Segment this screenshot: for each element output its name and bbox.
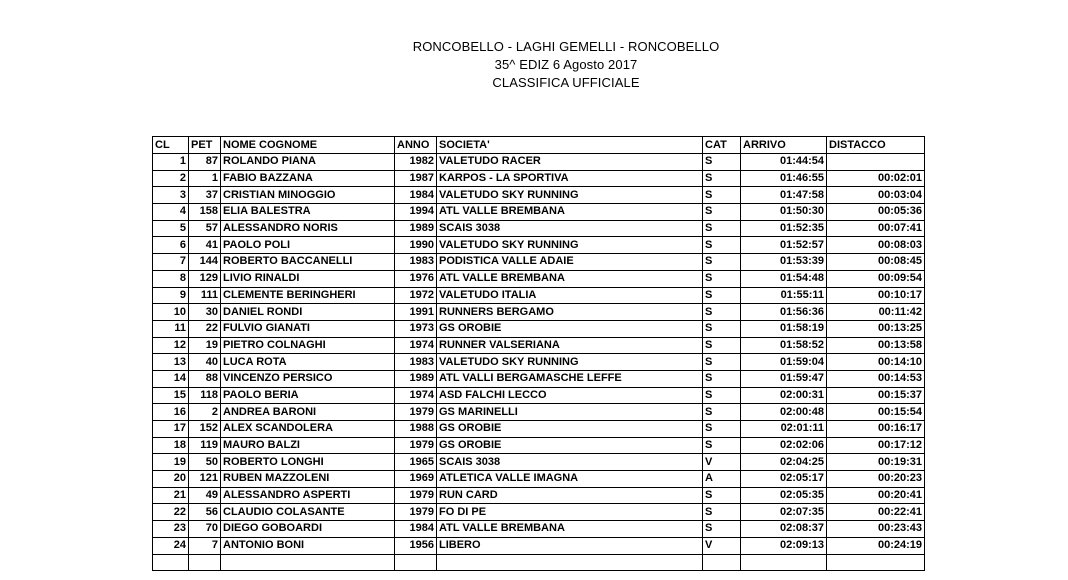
table-row — [153, 437, 925, 454]
cell-category: S — [703, 304, 741, 321]
cell-finish-time: 01:50:30 — [741, 204, 827, 221]
cell-finish-time: 01:58:19 — [741, 320, 827, 337]
cell-finish-time: 01:59:47 — [741, 370, 827, 387]
cell-club: RUNNERS BERGAMO — [437, 304, 703, 321]
cell-name: PIETRO COLNAGHI — [221, 337, 395, 354]
table-row — [153, 370, 925, 387]
cell-gap — [827, 154, 925, 171]
cell-club: VALETUDO SKY RUNNING — [437, 354, 703, 371]
cell-club: ATLETICA VALLE IMAGNA — [437, 471, 703, 488]
cell-bib: 7 — [189, 537, 221, 554]
table-row — [153, 254, 925, 271]
cell-position: 10 — [153, 304, 189, 321]
cell-category: S — [703, 521, 741, 538]
cell-gap: 00:17:12 — [827, 437, 925, 454]
cell-finish-time: 01:46:55 — [741, 170, 827, 187]
cell-category: V — [703, 537, 741, 554]
table-row — [153, 237, 925, 254]
cell-position: 20 — [153, 471, 189, 488]
cell-year: 1983 — [395, 254, 437, 271]
cell-name: CRISTIAN MINOGGIO — [221, 187, 395, 204]
cell-position: 6 — [153, 237, 189, 254]
cell-bib: 158 — [189, 204, 221, 221]
cell-bib: 119 — [189, 437, 221, 454]
cell-year: 1988 — [395, 421, 437, 438]
cell-finish-time: 01:56:36 — [741, 304, 827, 321]
results-body — [153, 154, 925, 571]
cell-position: 11 — [153, 320, 189, 337]
cell-club: VALETUDO RACER — [437, 154, 703, 171]
cell-year: 1979 — [395, 504, 437, 521]
column-header-distacco: DISTACCO — [827, 137, 925, 154]
table-row — [153, 287, 925, 304]
column-header-cat: CAT — [703, 137, 741, 154]
cell-category: S — [703, 220, 741, 237]
cell-club: ATL VALLE BREMBANA — [437, 521, 703, 538]
cell-category: S — [703, 487, 741, 504]
cell-finish-time: 01:53:39 — [741, 254, 827, 271]
cell-club: ASD FALCHI LECCO — [437, 387, 703, 404]
table-row — [153, 421, 925, 438]
cell-club: GS OROBIE — [437, 437, 703, 454]
cell-club: VALETUDO ITALIA — [437, 287, 703, 304]
cell-category: S — [703, 354, 741, 371]
cell-name: FABIO BAZZANA — [221, 170, 395, 187]
cell-category — [703, 554, 741, 571]
cell-finish-time: 02:04:25 — [741, 454, 827, 471]
cell-finish-time: 02:02:06 — [741, 437, 827, 454]
cell-year: 1979 — [395, 404, 437, 421]
cell-position: 13 — [153, 354, 189, 371]
cell-name: LIVIO RINALDI — [221, 270, 395, 287]
cell-finish-time: 01:54:48 — [741, 270, 827, 287]
cell-gap: 00:13:58 — [827, 337, 925, 354]
table-row — [153, 454, 925, 471]
cell-gap: 00:24:19 — [827, 537, 925, 554]
cell-gap: 00:15:37 — [827, 387, 925, 404]
cell-finish-time: 02:08:37 — [741, 521, 827, 538]
cell-year: 1979 — [395, 437, 437, 454]
cell-gap: 00:07:41 — [827, 220, 925, 237]
cell-gap: 00:14:10 — [827, 354, 925, 371]
cell-bib: 111 — [189, 287, 221, 304]
cell-gap: 00:14:53 — [827, 370, 925, 387]
cell-bib: 19 — [189, 337, 221, 354]
table-row — [153, 387, 925, 404]
cell-bib: 144 — [189, 254, 221, 271]
cell-category: S — [703, 504, 741, 521]
cell-category: S — [703, 337, 741, 354]
cell-gap: 00:09:54 — [827, 270, 925, 287]
cell-bib: 30 — [189, 304, 221, 321]
table-header-row — [153, 137, 925, 154]
cell-club: VALETUDO SKY RUNNING — [437, 237, 703, 254]
cell-category: S — [703, 387, 741, 404]
cell-finish-time: 02:05:35 — [741, 487, 827, 504]
cell-club: VALETUDO SKY RUNNING — [437, 187, 703, 204]
cell-position: 18 — [153, 437, 189, 454]
table-row — [153, 471, 925, 488]
cell-year: 1990 — [395, 237, 437, 254]
table-row — [153, 487, 925, 504]
cell-position: 5 — [153, 220, 189, 237]
cell-gap: 00:22:41 — [827, 504, 925, 521]
cell-club: GS OROBIE — [437, 320, 703, 337]
cell-year — [395, 554, 437, 571]
cell-position: 7 — [153, 254, 189, 271]
cell-year: 1976 — [395, 270, 437, 287]
cell-gap: 00:20:41 — [827, 487, 925, 504]
cell-finish-time: 01:47:58 — [741, 187, 827, 204]
cell-category: S — [703, 170, 741, 187]
cell-name: PAOLO BERIA — [221, 387, 395, 404]
cell-year: 1984 — [395, 521, 437, 538]
cell-year: 1973 — [395, 320, 437, 337]
cell-bib: 56 — [189, 504, 221, 521]
cell-name: ROLANDO PIANA — [221, 154, 395, 171]
table-row — [153, 154, 925, 171]
cell-club: GS MARINELLI — [437, 404, 703, 421]
cell-gap: 00:02:01 — [827, 170, 925, 187]
cell-bib: 2 — [189, 404, 221, 421]
cell-category: S — [703, 404, 741, 421]
table-row — [153, 554, 925, 571]
cell-gap: 00:08:45 — [827, 254, 925, 271]
cell-category: V — [703, 454, 741, 471]
cell-category: S — [703, 437, 741, 454]
cell-gap: 00:08:03 — [827, 237, 925, 254]
cell-year: 1987 — [395, 170, 437, 187]
cell-finish-time: 02:07:35 — [741, 504, 827, 521]
cell-position: 22 — [153, 504, 189, 521]
cell-category: S — [703, 270, 741, 287]
cell-finish-time: 01:44:54 — [741, 154, 827, 171]
column-header-pet: PET — [189, 137, 221, 154]
cell-name: ALESSANDRO NORIS — [221, 220, 395, 237]
cell-club: ATL VALLE BREMBANA — [437, 270, 703, 287]
column-header-societa: SOCIETA' — [437, 137, 703, 154]
table-row — [153, 170, 925, 187]
cell-bib: 41 — [189, 237, 221, 254]
cell-position: 12 — [153, 337, 189, 354]
cell-finish-time: 02:01:11 — [741, 421, 827, 438]
cell-position: 16 — [153, 404, 189, 421]
cell-finish-time: 01:55:11 — [741, 287, 827, 304]
table-row — [153, 220, 925, 237]
cell-year: 1991 — [395, 304, 437, 321]
cell-name: CLEMENTE BERINGHERI — [221, 287, 395, 304]
cell-year: 1974 — [395, 337, 437, 354]
cell-position: 19 — [153, 454, 189, 471]
cell-club: GS OROBIE — [437, 421, 703, 438]
cell-bib: 57 — [189, 220, 221, 237]
column-header-anno: ANNO — [395, 137, 437, 154]
cell-year: 1983 — [395, 354, 437, 371]
cell-club: ATL VALLI BERGAMASCHE LEFFE — [437, 370, 703, 387]
cell-bib: 37 — [189, 187, 221, 204]
column-header-cl: CL — [153, 137, 189, 154]
event-edition-date: 35^ EDIZ 6 Agosto 2017 — [494, 57, 638, 72]
event-title: RONCOBELLO - LAGHI GEMELLI - RONCOBELLO — [412, 39, 720, 54]
cell-year: 1989 — [395, 370, 437, 387]
cell-finish-time: 02:09:13 — [741, 537, 827, 554]
cell-position: 3 — [153, 187, 189, 204]
cell-position: 8 — [153, 270, 189, 287]
cell-club: RUN CARD — [437, 487, 703, 504]
cell-finish-time: 01:58:52 — [741, 337, 827, 354]
cell-club: SCAIS 3038 — [437, 454, 703, 471]
cell-name — [221, 554, 395, 571]
cell-bib: 40 — [189, 354, 221, 371]
cell-name: PAOLO POLI — [221, 237, 395, 254]
cell-year: 1994 — [395, 204, 437, 221]
cell-club: FO DI PE — [437, 504, 703, 521]
table-row — [153, 204, 925, 221]
cell-bib: 121 — [189, 471, 221, 488]
cell-year: 1974 — [395, 387, 437, 404]
table-row — [153, 504, 925, 521]
cell-year: 1965 — [395, 454, 437, 471]
cell-bib: 1 — [189, 170, 221, 187]
cell-year: 1979 — [395, 487, 437, 504]
cell-bib: 49 — [189, 487, 221, 504]
cell-gap: 00:19:31 — [827, 454, 925, 471]
classification-title: CLASSIFICA UFFICIALE — [492, 75, 640, 90]
cell-name: ALEX SCANDOLERA — [221, 421, 395, 438]
table-row — [153, 320, 925, 337]
table-row — [153, 404, 925, 421]
cell-bib: 118 — [189, 387, 221, 404]
cell-finish-time: 01:59:04 — [741, 354, 827, 371]
table-row — [153, 537, 925, 554]
cell-name: FULVIO GIANATI — [221, 320, 395, 337]
cell-club: SCAIS 3038 — [437, 220, 703, 237]
cell-finish-time: 02:00:48 — [741, 404, 827, 421]
cell-name: DIEGO GOBOARDI — [221, 521, 395, 538]
table-row — [153, 521, 925, 538]
cell-bib: 129 — [189, 270, 221, 287]
cell-year: 1969 — [395, 471, 437, 488]
cell-bib: 50 — [189, 454, 221, 471]
cell-finish-time: 02:05:17 — [741, 471, 827, 488]
cell-category: S — [703, 237, 741, 254]
cell-position: 24 — [153, 537, 189, 554]
cell-club: ATL VALLE BREMBANA — [437, 204, 703, 221]
cell-position: 2 — [153, 170, 189, 187]
cell-bib: 152 — [189, 421, 221, 438]
cell-club: KARPOS - LA SPORTIVA — [437, 170, 703, 187]
cell-position: 14 — [153, 370, 189, 387]
cell-category: S — [703, 187, 741, 204]
table-row — [153, 304, 925, 321]
cell-category: A — [703, 471, 741, 488]
results-table — [152, 136, 925, 571]
cell-name: ROBERTO LONGHI — [221, 454, 395, 471]
cell-position: 23 — [153, 521, 189, 538]
cell-year: 1989 — [395, 220, 437, 237]
cell-name: DANIEL RONDI — [221, 304, 395, 321]
cell-name: ELIA BALESTRA — [221, 204, 395, 221]
cell-name: MAURO BALZI — [221, 437, 395, 454]
cell-gap: 00:20:23 — [827, 471, 925, 488]
cell-bib: 70 — [189, 521, 221, 538]
cell-name: ANTONIO BONI — [221, 537, 395, 554]
cell-category: S — [703, 287, 741, 304]
cell-finish-time: 01:52:57 — [741, 237, 827, 254]
cell-name: RUBEN MAZZOLENI — [221, 471, 395, 488]
column-header-arrivo: ARRIVO — [741, 137, 827, 154]
cell-club — [437, 554, 703, 571]
table-row — [153, 270, 925, 287]
cell-category: S — [703, 204, 741, 221]
cell-category: S — [703, 370, 741, 387]
cell-category: S — [703, 320, 741, 337]
cell-year: 1982 — [395, 154, 437, 171]
column-header-nome: NOME COGNOME — [221, 137, 395, 154]
cell-gap: 00:03:04 — [827, 187, 925, 204]
cell-gap: 00:10:17 — [827, 287, 925, 304]
table-row — [153, 337, 925, 354]
cell-position: 1 — [153, 154, 189, 171]
cell-name: ANDREA BARONI — [221, 404, 395, 421]
cell-finish-time: 01:52:35 — [741, 220, 827, 237]
cell-year: 1984 — [395, 187, 437, 204]
cell-position: 15 — [153, 387, 189, 404]
cell-category: S — [703, 421, 741, 438]
cell-gap: 00:05:36 — [827, 204, 925, 221]
cell-year: 1972 — [395, 287, 437, 304]
cell-gap: 00:11:42 — [827, 304, 925, 321]
cell-position: 9 — [153, 287, 189, 304]
cell-finish-time — [741, 554, 827, 571]
cell-position: 17 — [153, 421, 189, 438]
cell-position: 4 — [153, 204, 189, 221]
cell-gap: 00:15:54 — [827, 404, 925, 421]
cell-name: CLAUDIO COLASANTE — [221, 504, 395, 521]
cell-club: RUNNER VALSERIANA — [437, 337, 703, 354]
cell-name: ROBERTO BACCANELLI — [221, 254, 395, 271]
cell-year: 1956 — [395, 537, 437, 554]
cell-bib — [189, 554, 221, 571]
cell-category: S — [703, 254, 741, 271]
cell-finish-time: 02:00:31 — [741, 387, 827, 404]
cell-bib: 22 — [189, 320, 221, 337]
cell-club: PODISTICA VALLE ADAIE — [437, 254, 703, 271]
table-row — [153, 354, 925, 371]
cell-gap: 00:16:17 — [827, 421, 925, 438]
cell-name: VINCENZO PERSICO — [221, 370, 395, 387]
table-row — [153, 187, 925, 204]
cell-position — [153, 554, 189, 571]
cell-gap: 00:13:25 — [827, 320, 925, 337]
cell-category: S — [703, 154, 741, 171]
cell-club: LIBERO — [437, 537, 703, 554]
cell-gap — [827, 554, 925, 571]
cell-name: LUCA ROTA — [221, 354, 395, 371]
cell-bib: 88 — [189, 370, 221, 387]
document-header — [0, 38, 1068, 92]
cell-bib: 87 — [189, 154, 221, 171]
cell-position: 21 — [153, 487, 189, 504]
cell-name: ALESSANDRO ASPERTI — [221, 487, 395, 504]
cell-gap: 00:23:43 — [827, 521, 925, 538]
